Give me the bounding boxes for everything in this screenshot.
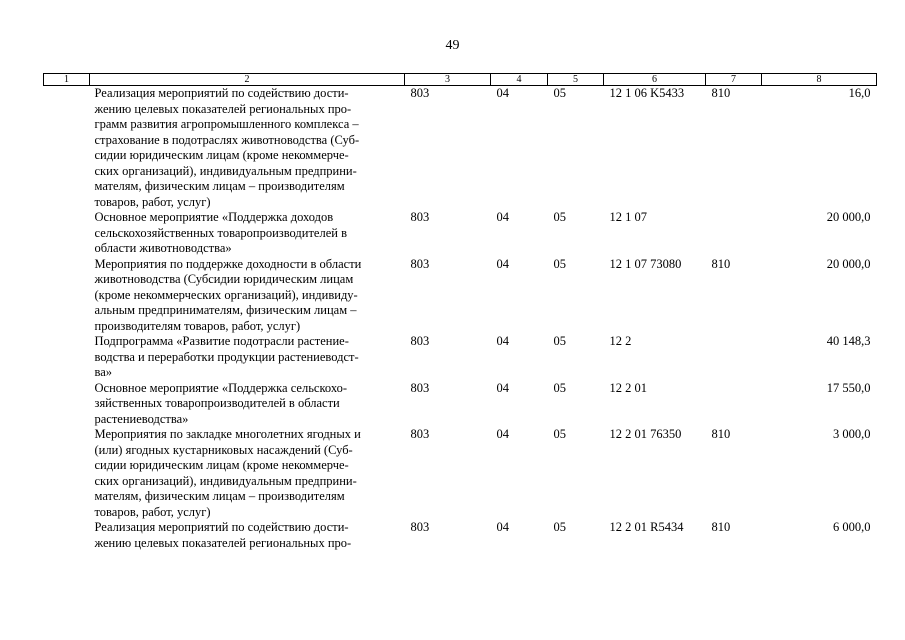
cell-subsection: 05: [553, 520, 566, 534]
cell-target: 12 1 07: [609, 210, 647, 224]
cell-subsection: 05: [553, 334, 566, 348]
table-header-row: [44, 74, 877, 86]
cell-ministry: 803: [410, 380, 430, 395]
cell-ministry: 803: [410, 86, 430, 100]
table-row: [44, 520, 877, 551]
cell-target: 12 2 01 76350: [609, 427, 682, 441]
cell-name: Подпрограмма «Развитие подотрасли растение- водства и переработки продукции растениеводст- ва»: [94, 334, 359, 379]
cell-target: 12 2 01: [609, 380, 647, 395]
cell-amount: 16,0: [848, 86, 871, 100]
cell-expense-type: 810: [711, 520, 731, 534]
header-col-8: 8: [762, 74, 877, 86]
table-row: [44, 210, 877, 257]
cell-subsection: 05: [553, 256, 566, 271]
cell-amount: 40 148,3: [826, 334, 871, 348]
cell-section: 04: [496, 380, 509, 395]
cell-index: [44, 334, 90, 381]
cell-section: 04: [496, 86, 509, 100]
cell-name: Мероприятия по поддержке доходности в области животноводства (Субсидии юридическим лицам (кроме некоммерческих организаций), индивиду- альным предпринимателям, физическим лицам – производителям товаров, работ, услуг): [94, 256, 362, 333]
cell-expense-type: 810: [711, 256, 731, 271]
cell-subsection: 05: [553, 210, 566, 224]
cell-amount: 3 000,0: [833, 427, 871, 441]
cell-index: [44, 381, 90, 428]
cell-amount: 20 000,0: [826, 256, 871, 271]
cell-subsection: 05: [553, 86, 566, 100]
cell-section: 04: [496, 210, 509, 224]
cell-amount: 17 550,0: [826, 380, 871, 395]
cell-name: Основное мероприятие «Поддержка доходов сельскохозяйственных товаропроизводителей в области животноводства»: [94, 210, 347, 255]
cell-target: 12 1 07 73080: [609, 256, 682, 271]
header-col-4: 4: [491, 74, 548, 86]
cell-expense-type: [706, 334, 762, 381]
header-col-7: 7: [706, 74, 762, 86]
cell-index: [44, 257, 90, 335]
cell-index: [44, 86, 90, 211]
cell-expense-type: [706, 210, 762, 257]
table-row: [44, 334, 877, 381]
cell-amount: 6 000,0: [833, 520, 871, 534]
cell-ministry: 803: [410, 334, 430, 348]
cell-target: 12 1 06 K5433: [609, 86, 685, 100]
table-row: [44, 427, 877, 520]
cell-index: [44, 210, 90, 257]
header-col-3: 3: [405, 74, 491, 86]
header-col-5: 5: [548, 74, 604, 86]
cell-expense-type: [706, 381, 762, 428]
cell-name: Реализация мероприятий по содействию дости- жению целевых показателей региональных про- грамм развития агропромышленного комплекса – страхование в подотраслях животноводства (Суб- сидии юридическим лицам (кроме некоммерче- ских организаций), индивидуальным предприни- мателям, физическим лицам – производителям товаров, работ, услуг): [94, 86, 360, 209]
cell-index: [44, 427, 90, 520]
header-col-1: 1: [44, 74, 90, 86]
cell-section: 04: [496, 520, 509, 534]
cell-subsection: 05: [553, 427, 566, 441]
cell-section: 04: [496, 334, 509, 348]
cell-ministry: 803: [410, 427, 430, 441]
table-row: [44, 381, 877, 428]
cell-ministry: 803: [410, 210, 430, 224]
cell-amount: 20 000,0: [826, 210, 871, 224]
cell-expense-type: 810: [711, 86, 731, 100]
cell-index: [44, 520, 90, 551]
cell-section: 04: [496, 256, 509, 271]
page-number: 49: [445, 38, 460, 53]
cell-name: Основное мероприятие «Поддержка сельскохо- зяйственных товаропроизводителей в области растениеводства»: [94, 380, 348, 426]
budget-table: [43, 73, 877, 551]
cell-name: Реализация мероприятий по содействию дости- жению целевых показателей региональных про-: [94, 520, 352, 550]
table-row: [44, 86, 877, 211]
cell-subsection: 05: [553, 380, 566, 395]
cell-ministry: 803: [410, 520, 430, 534]
cell-target: 12 2: [609, 334, 632, 348]
header-col-6: 6: [604, 74, 706, 86]
header-col-2: 2: [90, 74, 405, 86]
table-row: [44, 257, 877, 335]
cell-target: 12 2 01 R5434: [609, 520, 684, 534]
cell-ministry: 803: [410, 256, 430, 271]
cell-expense-type: 810: [711, 427, 731, 441]
cell-section: 04: [496, 427, 509, 441]
cell-name: Мероприятия по закладке многолетних ягодных и (или) ягодных кустарниковых насаждений (Суб- сидии юридическим лицам (кроме некоммерче- ских организаций), индивидуальным предприни- мателям, физическим лицам – производителям товаров, работ, услуг): [94, 427, 361, 519]
